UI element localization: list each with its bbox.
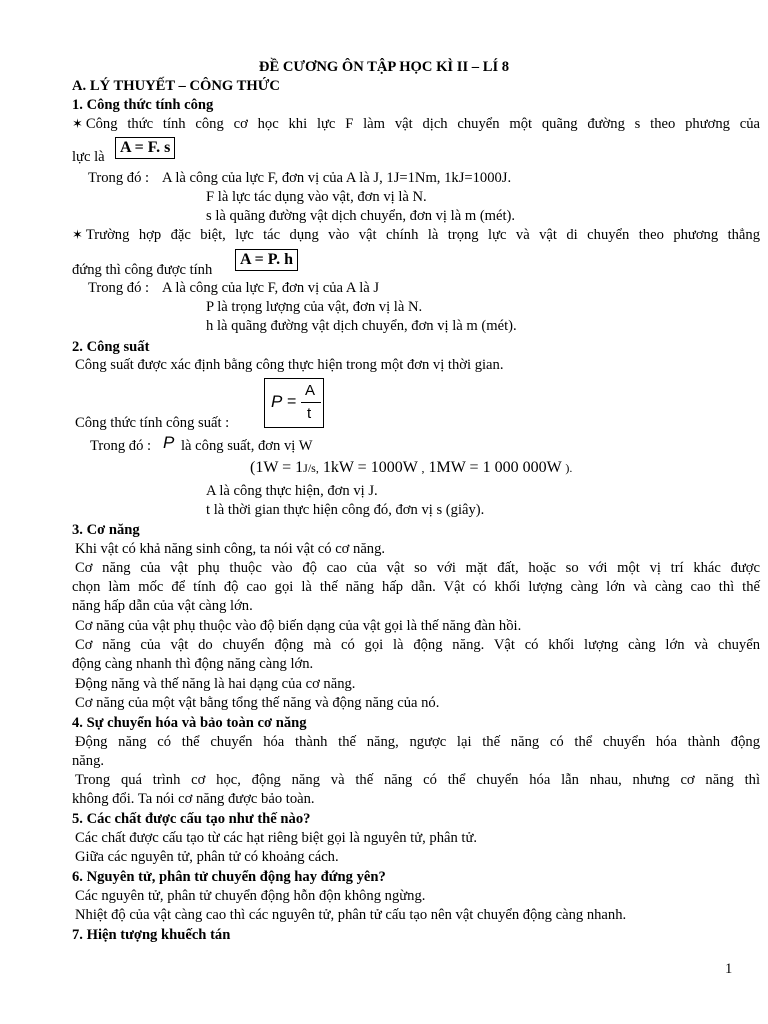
s2-where-a: A là công thực hiện, đơn vị J. [206, 483, 378, 499]
s2-where-label: Trong đó : [90, 438, 152, 454]
s4-line-1b: năng. [72, 753, 105, 769]
s1-where-h: h là quãng đường vật dịch chuyển, đơn vị là m (mét). [206, 318, 517, 334]
s1-p2-text: Trường hợp đặc biệt, lực tác dụng vào vật chính là trọng lực và vật di chuyển theo phương thẳng [85, 227, 760, 243]
s4-line-1a [72, 733, 760, 752]
s3-line-3 [72, 617, 521, 636]
s5-line-2 [72, 848, 339, 867]
formula-power [264, 378, 324, 428]
formula-power-numerator: A [305, 382, 316, 399]
section-4-heading: 4. Sự chuyển hóa và bảo toàn cơ năng [72, 715, 307, 731]
section-a-heading: A. LÝ THUYẾT – CÔNG THỨC [72, 78, 280, 94]
s3-line-5 [72, 675, 355, 694]
s4-line-1a-text: Động năng có thể chuyển hóa thành thế năng, ngược lại thế năng có thể chuyển hóa thành động [75, 734, 760, 750]
s2-where-p: là công suất, đơn vị W [181, 438, 313, 454]
s1-paragraph-1-line-1 [72, 115, 760, 134]
s1-paragraph-1-line-2: lực là [72, 149, 105, 165]
unit-w-sub: J/s, [303, 461, 319, 475]
s2-where-t: t là thời gian thực hiện công đó, đơn vị s (giây). [206, 502, 485, 518]
s5-line-1 [72, 829, 477, 848]
s2-where-p-symbol: P [163, 433, 175, 452]
formula-work-gravity: A = P. h [235, 249, 298, 271]
s1-where-f: F là lực tác dụng vào vật, đơn vị là N. [206, 189, 427, 205]
section-6-heading: 6. Nguyên tử, phân tử chuyển động hay đứng yên? [72, 869, 386, 885]
section-1-heading: 1. Công thức tính công [72, 97, 214, 113]
units-open: ( [250, 459, 256, 476]
s3-line-2a-text: Cơ năng của vật phụ thuộc vào độ cao của vật so với mặt đất, hoặc so với một vị trí khác được [75, 560, 760, 576]
power-units [250, 458, 572, 478]
formula-work: A = F. s [115, 137, 175, 159]
units-close: ). [565, 461, 573, 475]
s1-paragraph-2-line-1 [72, 226, 760, 245]
star-icon: ✶ [72, 117, 83, 132]
formula-power-denominator: t [307, 405, 312, 422]
fraction-bar [301, 402, 321, 403]
section-5-heading: 5. Các chất được cấu tạo như thế nào? [72, 811, 311, 827]
section-3-heading: 3. Cơ năng [72, 522, 140, 538]
formula-power-eq: = [287, 393, 297, 410]
s3-line-6 [72, 694, 439, 713]
units-comma: , [421, 461, 425, 475]
page-number: 1 [725, 961, 733, 977]
s5-line-2-text: Giữa các nguyên tử, phân tử có khoảng cách. [75, 849, 339, 865]
s3-line-5-text: Động năng và thế năng là hai dạng của cơ năng. [75, 676, 356, 692]
star-icon: ✶ [72, 228, 83, 243]
s1-paragraph-2-line-2: đứng thì công được tính [72, 262, 213, 278]
s3-line-4a [72, 636, 760, 655]
s1-where-a-2: A là công của lực F, đơn vị của A là J [162, 280, 380, 296]
s3-line-2b: chọn làm mốc để tính độ cao gọi là thế năng hấp dẫn. Vật có khối lượng càng lớn và càng cao thì thế [72, 579, 760, 595]
s2-line-1-text: Công suất được xác định bằng công thực hiện trong một đơn vị thời gian. [75, 357, 504, 373]
s6-line-2 [72, 906, 626, 925]
section-7-heading: 7. Hiện tượng khuếch tán [72, 927, 231, 943]
s6-line-1 [72, 887, 425, 906]
s1-where-label: Trong đó : [88, 170, 150, 186]
s4-line-2b: không đổi. Ta nói cơ năng được bảo toàn. [72, 791, 315, 807]
unit-kw: 1kW = 1000W [322, 459, 418, 476]
s3-line-4a-text: Cơ năng của vật do chuyển động mà có gọi là động năng. Vật có khối lượng càng lớn và chuyển [75, 637, 760, 653]
s3-line-3-text: Cơ năng của vật phụ thuộc vào độ biến dạng của vật gọi là thế năng đàn hồi. [75, 618, 522, 634]
s2-line-2 [72, 414, 229, 433]
s1-p1-text: Công thức tính công cơ học khi lực F làm vật dịch chuyển một quãng đường s theo phương của [85, 116, 760, 132]
s3-line-4b: động càng nhanh thì động năng càng lớn. [72, 656, 314, 672]
unit-w: 1W = 1 [255, 459, 304, 476]
s4-line-2a [72, 771, 760, 790]
s3-line-6-text: Cơ năng của một vật bằng tổng thế năng và động năng của nó. [75, 695, 440, 711]
s1-where-p: P là trọng lượng của vật, đơn vị là N. [206, 299, 423, 315]
s1-where-a: A là công của lực F, đơn vị của A là J, 1J=1Nm, 1kJ=1000J. [162, 170, 512, 186]
section-2-heading: 2. Công suất [72, 339, 150, 355]
s6-line-2-text: Nhiệt độ của vật càng cao thì các nguyên tử, phân tử cấu tạo nên vật chuyển động càng nhanh. [75, 907, 627, 923]
s3-line-1-text: Khi vật có khả năng sinh công, ta nói vật có cơ năng. [75, 541, 386, 557]
s1-where-label-2: Trong đó : [88, 280, 150, 296]
formula-power-p: P [271, 392, 283, 411]
s4-line-2a-text: Trong quá trình cơ học, động năng và thế năng có thể chuyển hóa lẫn nhau, nhưng cơ năng thì [75, 772, 760, 788]
s2-line-2-text: Công thức tính công suất : [75, 415, 230, 431]
s1-where-s: s là quãng đường vật dịch chuyển, đơn vị là m (mét). [206, 208, 516, 224]
document-title: ĐỀ CƯƠNG ÔN TẬP HỌC KÌ II – LÍ 8 [258, 59, 510, 75]
s3-line-1 [72, 540, 385, 559]
s3-line-2a [72, 559, 760, 578]
s5-line-1-text: Các chất được cấu tạo từ các hạt riêng biệt gọi là nguyên tử, phân tử. [75, 830, 478, 846]
s6-line-1-text: Các nguyên tử, phân tử chuyển động hỗn độn không ngừng. [75, 888, 426, 904]
s2-line-1 [72, 356, 503, 375]
s3-line-2c: năng hấp dẫn của vật càng lớn. [72, 598, 253, 614]
unit-mw: 1MW = 1 000 000W [428, 459, 562, 476]
